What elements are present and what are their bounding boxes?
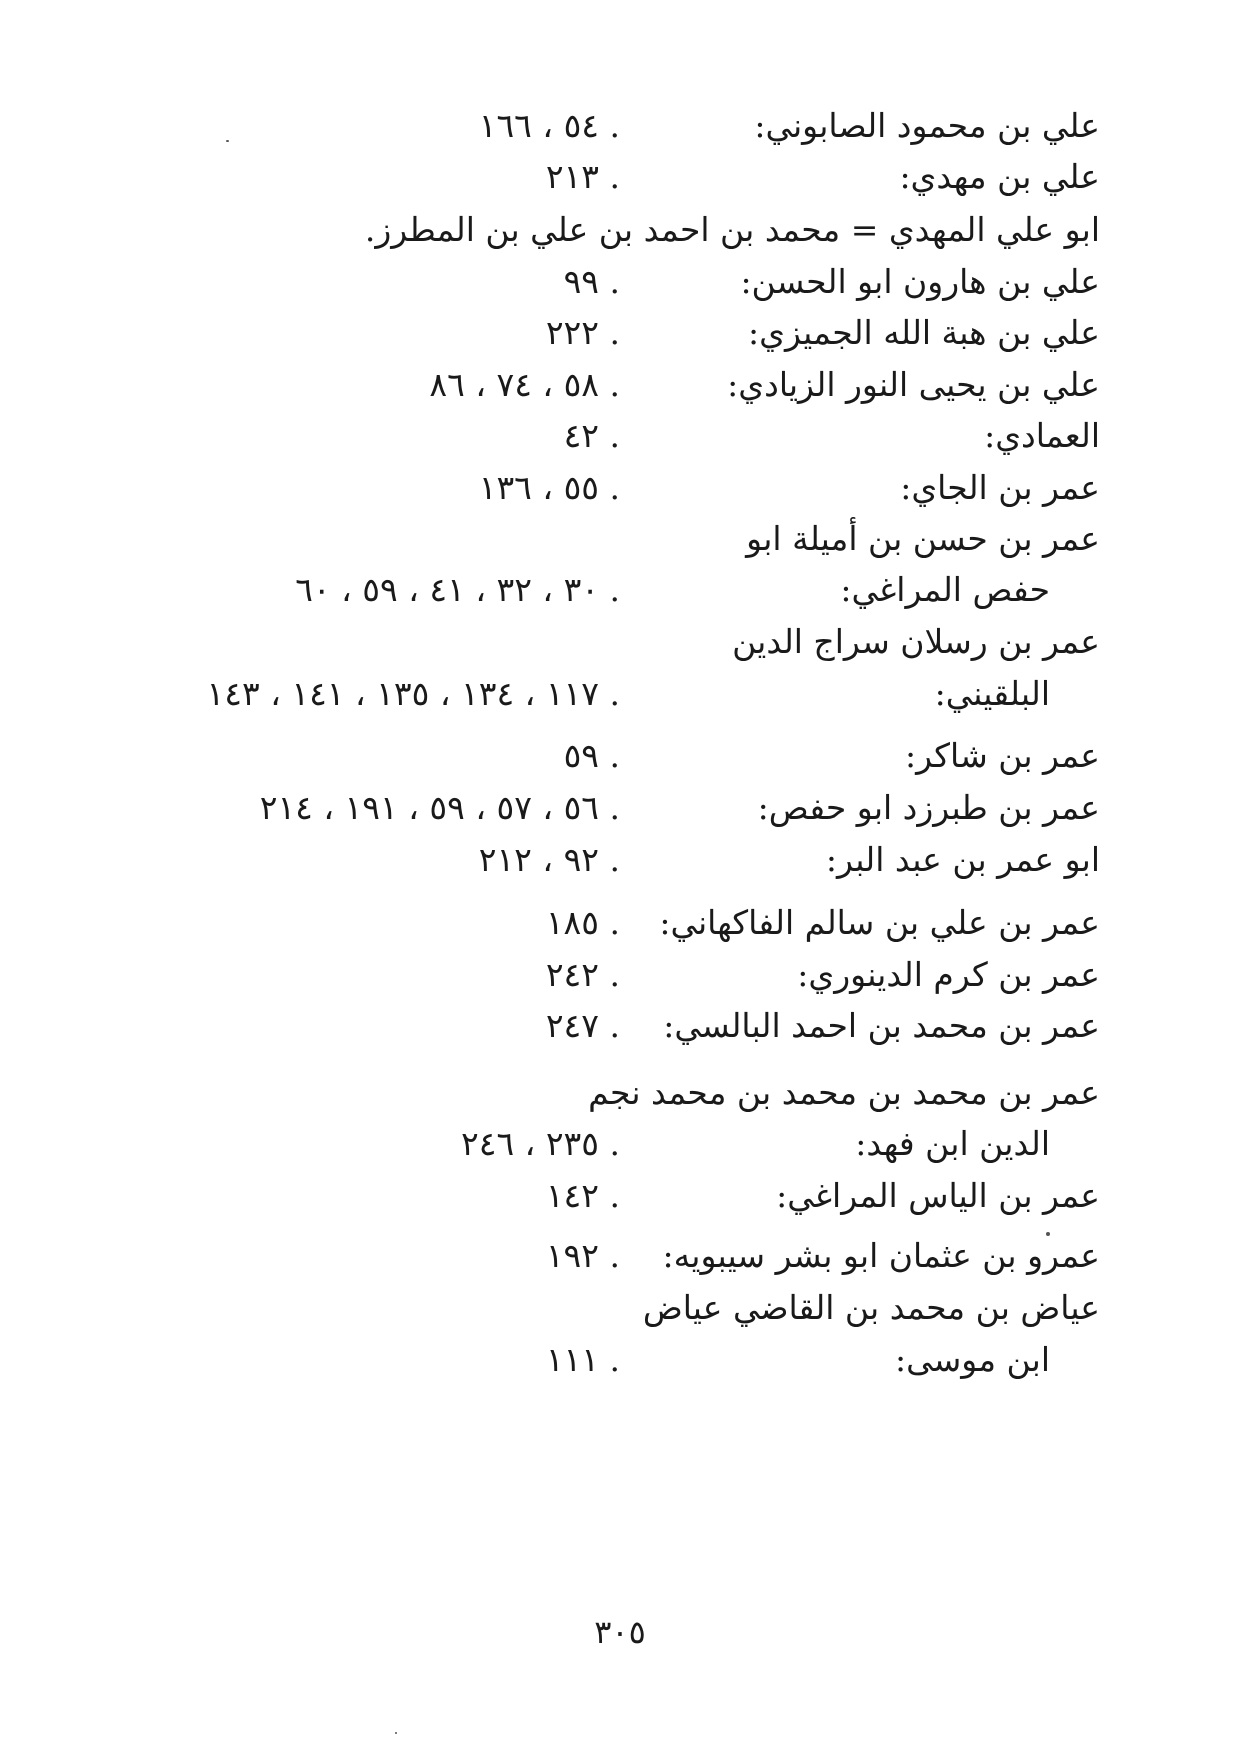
scan-speck xyxy=(1046,1232,1050,1236)
index-entry-pages: ٥٦ ، ٥٧ ، ٥٩ ، ١٩١ ، ٢١٤ . xyxy=(259,788,620,827)
index-entry-name: عمر بن محمد بن احمد البالسي: xyxy=(663,1006,1100,1045)
index-entry-pages: ١١١ . xyxy=(545,1340,620,1379)
index-entry-pages: ٢١٣ . xyxy=(545,157,620,196)
index-entry-name-continued: البلقيني: xyxy=(934,674,1050,713)
index-entry-pages: ٥٨ ، ٧٤ ، ٨٦ . xyxy=(429,365,620,404)
index-entry-name: علي بن مهدي: xyxy=(899,157,1100,196)
index-entry-pages: ٤٢ . xyxy=(563,416,620,455)
index-entry-name: عمر بن رسلان سراج الدين xyxy=(732,622,1100,661)
index-entry-name: علي بن هارون ابو الحسن: xyxy=(740,262,1100,301)
index-entry-pages: ٥٩ . xyxy=(563,736,620,775)
index-entry-pages: ٢٣٥ ، ٢٤٦ . xyxy=(461,1124,620,1163)
index-entry-pages: ٢٢٢ . xyxy=(545,313,620,352)
index-entry-name: عمر بن الجاي: xyxy=(900,468,1100,507)
index-entry-name-continued: حفص المراغي: xyxy=(840,570,1050,609)
index-entry-name: عمر بن حسن بن أميلة ابو xyxy=(746,519,1100,558)
index-entry-name: علي بن يحيى النور الزيادي: xyxy=(727,365,1100,404)
index-entry-pages: ٢٤٧ . xyxy=(545,1006,620,1045)
index-entry-pages: ١٤٢ . xyxy=(545,1176,620,1215)
index-entry-name: عمر بن شاكر: xyxy=(904,736,1100,775)
index-entry-pages: ١٩٢ . xyxy=(545,1236,620,1275)
index-entry-pages: ٩٢ ، ٢١٢ . xyxy=(478,840,620,879)
page-number: ٣٠٥ xyxy=(594,1613,646,1651)
index-entry-pages: ٩٩ . xyxy=(563,262,620,301)
scan-speck xyxy=(395,1732,397,1734)
index-entry-name: ابو عمر بن عبد البر: xyxy=(825,840,1100,879)
index-cross-reference: ابو علي المهدي = محمد بن احمد بن علي بن المطرز. xyxy=(364,210,1100,249)
index-entry-name: العمادي: xyxy=(984,416,1100,455)
index-entry-name-continued: الدين ابن فهد: xyxy=(855,1124,1050,1163)
index-entry-name: علي بن هبة الله الجميزي: xyxy=(748,313,1100,352)
index-entry-pages: ٣٠ ، ٣٢ ، ٤١ ، ٥٩ ، ٦٠ . xyxy=(295,570,620,609)
index-entry-name: عمر بن علي بن سالم الفاكهاني: xyxy=(659,903,1100,942)
index-entry-name: عمر بن طبرزد ابو حفص: xyxy=(757,788,1100,827)
index-entry-name: عياض بن محمد بن القاضي عياض xyxy=(642,1288,1100,1327)
index-entry-name: عمر بن محمد بن محمد بن محمد نجم xyxy=(588,1073,1100,1112)
index-entry-pages: ١١٧ ، ١٣٤ ، ١٣٥ ، ١٤١ ، ١٤٣ . xyxy=(206,674,620,713)
index-entry-name: عمر بن كرم الدينوري: xyxy=(797,955,1100,994)
index-entry-pages: ٢٤٢ . xyxy=(545,955,620,994)
index-entry-name-continued: ابن موسى: xyxy=(895,1340,1050,1379)
index-entry-pages: ٥٥ ، ١٣٦ . xyxy=(478,468,620,507)
index-entry-name: عمرو بن عثمان ابو بشر سيبويه: xyxy=(662,1236,1100,1275)
index-entry-pages: ١٨٥ . xyxy=(545,903,620,942)
index-entry-pages: ٥٤ ، ١٦٦ . xyxy=(478,106,620,145)
index-entry-name: علي بن محمود الصابوني: xyxy=(754,106,1100,145)
scan-speck xyxy=(226,140,229,142)
index-entry-name: عمر بن الياس المراغي: xyxy=(776,1176,1100,1215)
